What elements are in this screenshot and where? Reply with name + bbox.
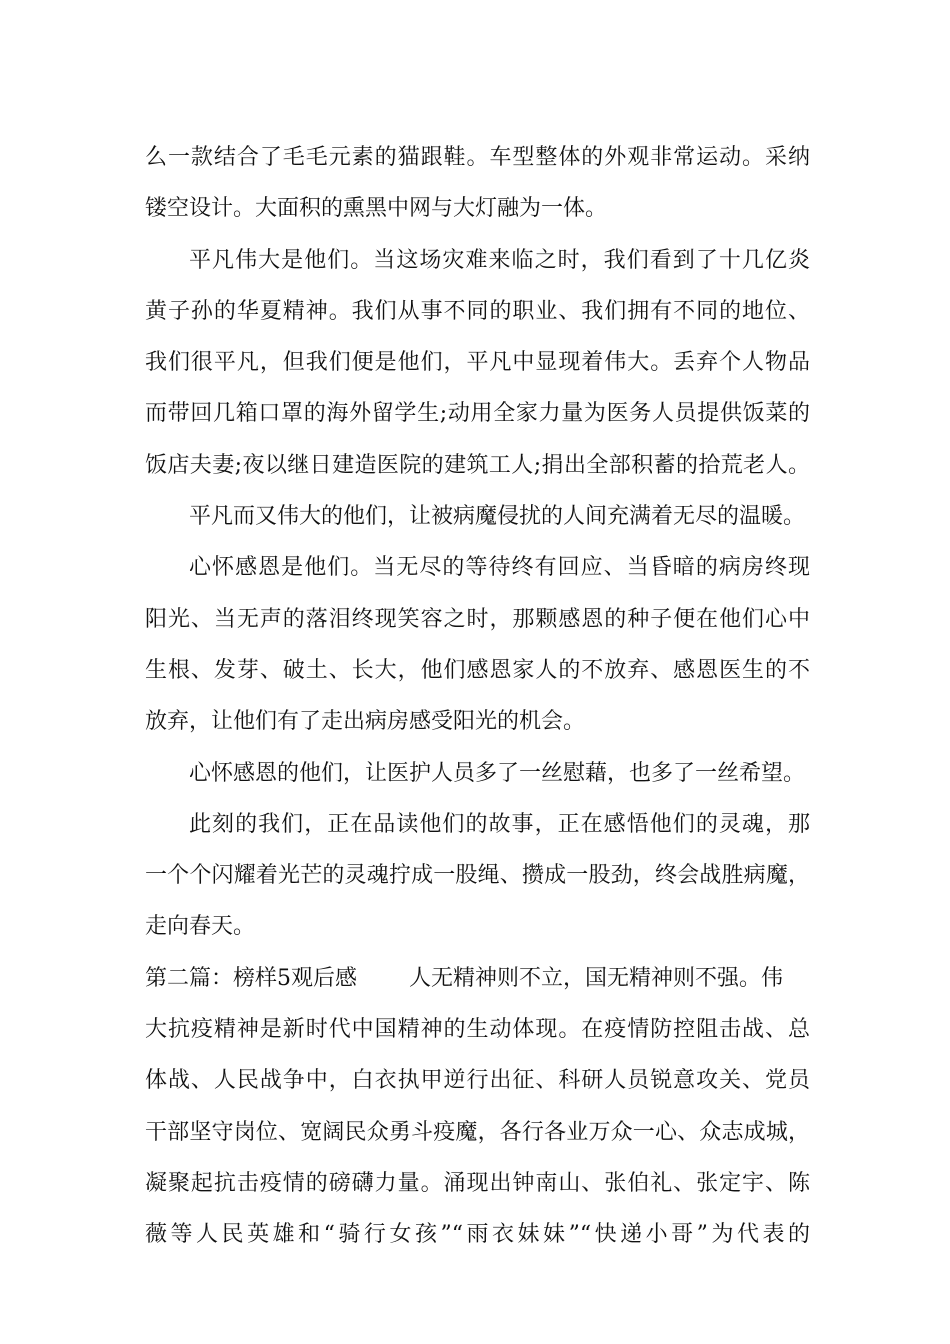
text-line: 此刻的我们，正在品读他们的故事，正在感悟他们的灵魂，那 bbox=[189, 811, 810, 837]
section-two-line: 凝聚起抗击疫情的磅礴力量。涌现出钟南山、张伯礼、张定宇、陈 bbox=[145, 1170, 810, 1196]
text-line: 心怀感恩是他们。当无尽的等待终有回应、当昏暗的病房终现 bbox=[189, 555, 810, 581]
text-line: 我们很平凡，但我们便是他们，平凡中显现着伟大。丢弃个人物品 bbox=[145, 350, 810, 376]
text-line: 平凡而又伟大的他们，让被病魔侵扰的人间充满着无尽的温暖。 bbox=[189, 504, 806, 530]
section-two-line: 薇等人民英雄和“骑行女孩”“雨衣妹妹”“快递小哥”为代表的 bbox=[145, 1222, 810, 1248]
section-two-line: 干部坚守岗位、宽阔民众勇斗疫魔，各行各业万众一心、众志成城， bbox=[145, 1119, 810, 1145]
text-line: 饭店夫妻;夜以继日建造医院的建筑工人;捐出全部积蓄的拾荒老人。 bbox=[145, 452, 810, 478]
text-line: 生根、发芽、破土、长大，他们感恩家人的不放弃、感恩医生的不 bbox=[145, 657, 810, 683]
text-line: 阳光、当无声的落泪终现笑容之时，那颗感恩的种子便在他们心中 bbox=[145, 606, 810, 632]
text-line: 心怀感恩的他们，让医护人员多了一丝慰藉，也多了一丝希望。 bbox=[189, 760, 806, 786]
text-line: 黄子孙的华夏精神。我们从事不同的职业、我们拥有不同的地位、 bbox=[145, 298, 810, 324]
document-body bbox=[145, 132, 810, 1261]
section-heading: 第二篇：榜样5观后感 bbox=[145, 965, 357, 991]
section-two-first-line bbox=[145, 953, 810, 1004]
section-two-line: 体战、人民战争中，白衣执甲逆行出征、科研人员锐意攻关、党员 bbox=[145, 1068, 810, 1094]
section-two-line: 大抗疫精神是新时代中国精神的生动体现。在疫情防控阻击战、总 bbox=[145, 1017, 810, 1043]
text-line: 一个个闪耀着光芒的灵魂拧成一股绳、攒成一股劲，终会战胜病魔， bbox=[145, 863, 810, 889]
text-line: 镂空设计。大面积的熏黑中网与大灯融为一体。 bbox=[145, 196, 608, 222]
section-first-line-text: 人无精神则不立，国无精神则不强。伟 bbox=[409, 965, 784, 991]
text-line: 平凡伟大是他们。当这场灾难来临之时，我们看到了十几亿炎 bbox=[189, 247, 810, 273]
text-line: 么一款结合了毛毛元素的猫跟鞋。车型整体的外观非常运动。采纳 bbox=[145, 145, 810, 170]
text-line: 走向春天。 bbox=[145, 914, 256, 940]
text-line: 放弃，让他们有了走出病房感受阳光的机会。 bbox=[145, 709, 586, 735]
text-line: 而带回几箱口罩的海外留学生;动用全家力量为医务人员提供饭菜的 bbox=[145, 401, 810, 427]
